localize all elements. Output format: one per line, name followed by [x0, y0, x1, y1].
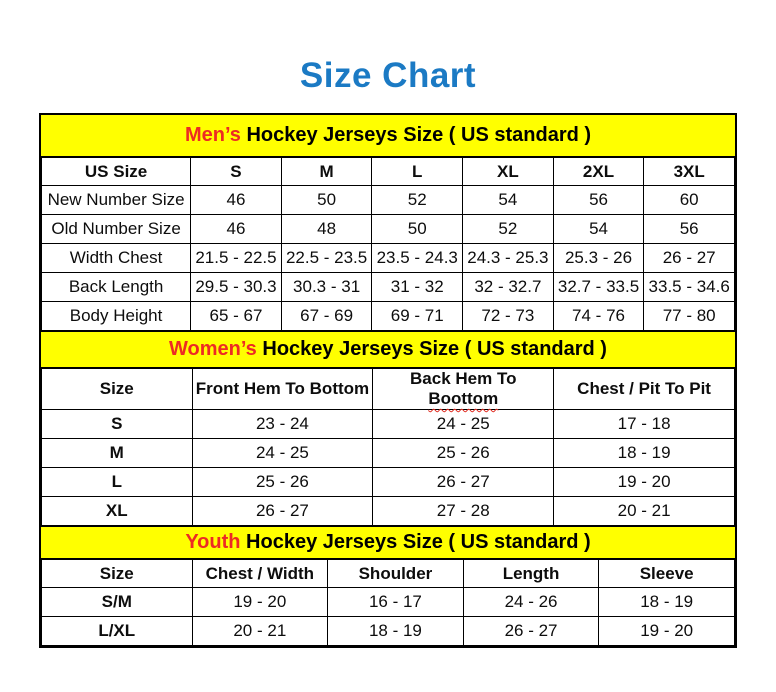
youth-header-highlight: Youth — [185, 531, 241, 553]
column-header: US Size — [42, 158, 191, 186]
size-value: 77 - 80 — [644, 302, 735, 331]
size-value: 50 — [372, 215, 463, 244]
size-value: 19 - 20 — [599, 617, 735, 646]
size-chart-tables — [39, 113, 737, 648]
womens-size-section — [41, 331, 735, 526]
size-value: 23.5 - 24.3 — [372, 244, 463, 273]
size-value: 30.3 - 31 — [281, 273, 372, 302]
size-value: 20 - 21 — [192, 617, 328, 646]
column-header: 3XL — [644, 158, 735, 186]
size-value: 26 - 27 — [463, 617, 599, 646]
row-label: S/M — [42, 588, 193, 617]
size-value: 21.5 - 22.5 — [191, 244, 282, 273]
column-header: Front Hem To Bottom — [192, 369, 373, 410]
size-value: 56 — [553, 186, 644, 215]
size-value: 50 — [281, 186, 372, 215]
row-label: XL — [42, 497, 193, 526]
size-value: 26 - 27 — [373, 468, 554, 497]
womens-section-header — [41, 331, 735, 368]
table-row — [42, 186, 735, 215]
mens-size-section — [41, 115, 735, 331]
womens-header-rest: Hockey Jerseys Size ( US standard ) — [256, 338, 607, 360]
size-value: 69 - 71 — [372, 302, 463, 331]
row-label: Body Height — [42, 302, 191, 331]
youth-section-header — [41, 526, 735, 559]
table-row — [42, 244, 735, 273]
table-row — [42, 468, 735, 497]
table-row — [42, 617, 735, 646]
mens-section-header — [41, 115, 735, 157]
row-label: M — [42, 439, 193, 468]
row-label: Old Number Size — [42, 215, 191, 244]
womens-size-table — [41, 368, 735, 526]
size-value: 46 — [191, 215, 282, 244]
mens-size-table — [41, 157, 735, 331]
header-row — [42, 158, 735, 186]
row-label: L — [42, 468, 193, 497]
table-row — [42, 588, 735, 617]
table-row — [42, 215, 735, 244]
size-value: 27 - 28 — [373, 497, 554, 526]
size-value: 54 — [553, 215, 644, 244]
column-header: Shoulder — [328, 560, 464, 588]
size-value: 74 - 76 — [553, 302, 644, 331]
size-value: 18 - 19 — [328, 617, 464, 646]
size-value: 48 — [281, 215, 372, 244]
size-value: 20 - 21 — [554, 497, 735, 526]
size-value: 60 — [644, 186, 735, 215]
size-value: 18 - 19 — [554, 439, 735, 468]
header-row — [42, 369, 735, 410]
size-value: 24.3 - 25.3 — [463, 244, 554, 273]
mens-header-highlight: Men’s — [184, 124, 241, 146]
size-chart-page — [0, 56, 776, 692]
youth-size-section — [41, 526, 735, 646]
column-header: Chest / Pit To Pit — [554, 369, 735, 410]
size-value: 52 — [372, 186, 463, 215]
size-value: 19 - 20 — [554, 468, 735, 497]
row-label: New Number Size — [42, 186, 191, 215]
column-header: Length — [463, 560, 599, 588]
column-header: 2XL — [553, 158, 644, 186]
size-value: 24 - 26 — [463, 588, 599, 617]
size-value: 25 - 26 — [192, 468, 373, 497]
page-title: Size Chart — [299, 56, 477, 95]
column-header: Size — [42, 560, 193, 588]
row-label: Back Length — [42, 273, 191, 302]
size-value: 22.5 - 23.5 — [281, 244, 372, 273]
size-value: 26 - 27 — [644, 244, 735, 273]
column-header: M — [281, 158, 372, 186]
size-value: 67 - 69 — [281, 302, 372, 331]
size-value: 23 - 24 — [192, 410, 373, 439]
youth-header-rest: Hockey Jerseys Size ( US standard ) — [240, 531, 591, 553]
size-value: 31 - 32 — [372, 273, 463, 302]
header-row — [42, 560, 735, 588]
size-value: 33.5 - 34.6 — [644, 273, 735, 302]
size-value: 54 — [463, 186, 554, 215]
size-value: 32 - 32.7 — [463, 273, 554, 302]
size-value: 25.3 - 26 — [553, 244, 644, 273]
size-value: 19 - 20 — [192, 588, 328, 617]
table-row — [42, 273, 735, 302]
column-header: L — [372, 158, 463, 186]
table-row — [42, 497, 735, 526]
misspelled-word: Boottom — [428, 389, 499, 408]
size-value: 46 — [191, 186, 282, 215]
column-header: XL — [463, 158, 554, 186]
size-value: 18 - 19 — [599, 588, 735, 617]
mens-header-rest: Hockey Jerseys Size ( US standard ) — [240, 124, 592, 146]
row-label: S — [42, 410, 193, 439]
column-header: Size — [42, 369, 193, 410]
column-header: Sleeve — [599, 560, 735, 588]
size-value: 25 - 26 — [373, 439, 554, 468]
size-value: 29.5 - 30.3 — [191, 273, 282, 302]
size-value: 56 — [644, 215, 735, 244]
size-value: 26 - 27 — [192, 497, 373, 526]
table-row — [42, 439, 735, 468]
row-label: Width Chest — [42, 244, 191, 273]
size-value: 24 - 25 — [373, 410, 554, 439]
column-header: Back Hem To Boottom — [373, 369, 554, 410]
table-row — [42, 410, 735, 439]
size-value: 24 - 25 — [192, 439, 373, 468]
size-value: 16 - 17 — [328, 588, 464, 617]
column-header: Chest / Width — [192, 560, 328, 588]
size-value: 72 - 73 — [463, 302, 554, 331]
size-value: 17 - 18 — [554, 410, 735, 439]
womens-header-highlight: Women’s — [169, 338, 257, 360]
size-value: 65 - 67 — [191, 302, 282, 331]
column-header: S — [191, 158, 282, 186]
row-label: L/XL — [42, 617, 193, 646]
youth-size-table — [41, 559, 735, 646]
table-row — [42, 302, 735, 331]
size-value: 32.7 - 33.5 — [553, 273, 644, 302]
size-value: 52 — [463, 215, 554, 244]
